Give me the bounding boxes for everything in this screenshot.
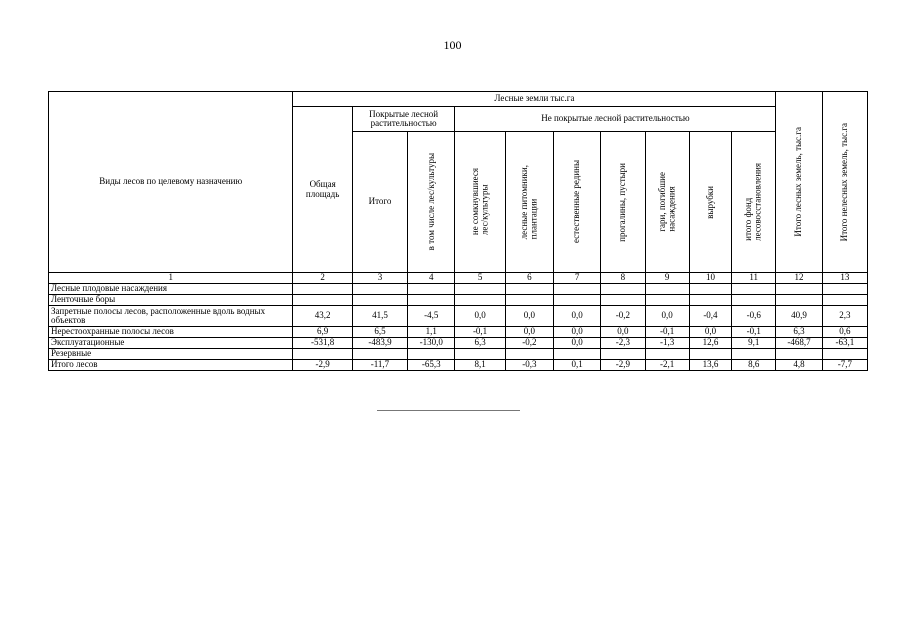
header-non-closed: не сомкнувшиеся лес/культуры: [455, 132, 505, 273]
table-cell: [689, 349, 731, 360]
row-label: Итого лесов: [49, 360, 293, 371]
table-cell: 0,1: [554, 360, 601, 371]
table-row: [49, 360, 868, 371]
table-cell: -0,1: [732, 327, 776, 338]
table-cell: [352, 284, 407, 295]
table-cell: 0,0: [554, 338, 601, 349]
column-number: 3: [352, 273, 407, 284]
table-cell: 1,1: [408, 327, 455, 338]
forest-lands-table: [48, 91, 868, 371]
table-cell: [776, 284, 822, 295]
table-cell: 13,6: [689, 360, 731, 371]
row-label: Эксплуатационные: [49, 338, 293, 349]
table-cell: [554, 349, 601, 360]
table-cell: 4,8: [776, 360, 822, 371]
table-cell: [776, 295, 822, 306]
table-cell: 12,6: [689, 338, 731, 349]
table-cell: -65,3: [408, 360, 455, 371]
table-cell: 6,3: [776, 327, 822, 338]
table-cell: -11,7: [352, 360, 407, 371]
header-clearings: вырубки: [689, 132, 731, 273]
table-cell: [776, 349, 822, 360]
column-number: 4: [408, 273, 455, 284]
table-cell: 6,5: [352, 327, 407, 338]
table-cell: [455, 284, 505, 295]
table-cell: 6,9: [293, 327, 352, 338]
table-cell: [554, 295, 601, 306]
header-not-covered: Не покрытые лесной растительностью: [455, 107, 776, 132]
table-cell: -0,4: [689, 306, 731, 327]
table-row: [49, 349, 868, 360]
table-cell: 6,3: [455, 338, 505, 349]
header-nurseries: лесные питомники, плантации: [505, 132, 553, 273]
table-cell: [732, 349, 776, 360]
table-cell: 0,0: [455, 306, 505, 327]
table-cell: [408, 295, 455, 306]
row-label: Резервные: [49, 349, 293, 360]
header-total-forest-lands: Итого лесных земель, тыс.га: [776, 92, 822, 273]
table-cell: [455, 295, 505, 306]
column-number: 1: [49, 273, 293, 284]
header-burnt: гари, погибшие насаждения: [645, 132, 689, 273]
column-number: 11: [732, 273, 776, 284]
header-glades: прогалины, пустыри: [601, 132, 645, 273]
table-cell: 0,0: [601, 327, 645, 338]
column-number: 13: [822, 273, 867, 284]
table-cell: [822, 349, 867, 360]
table-cell: -2,3: [601, 338, 645, 349]
table-cell: -0,2: [601, 306, 645, 327]
table-cell: 0,0: [645, 306, 689, 327]
table-cell: [822, 284, 867, 295]
header-forest-lands: Лесные земли тыс.га: [293, 92, 776, 107]
table-cell: -2,9: [293, 360, 352, 371]
table-cell: [645, 349, 689, 360]
table-cell: [645, 295, 689, 306]
table-cell: -531,8: [293, 338, 352, 349]
table-cell: [505, 349, 553, 360]
table-cell: -0,1: [455, 327, 505, 338]
table-cell: [689, 295, 731, 306]
table-cell: 0,0: [689, 327, 731, 338]
table-cell: [601, 295, 645, 306]
column-number: 5: [455, 273, 505, 284]
table-cell: [293, 349, 352, 360]
table-cell: -7,7: [822, 360, 867, 371]
table-cell: 43,2: [293, 306, 352, 327]
table-cell: [732, 284, 776, 295]
table-cell: [293, 295, 352, 306]
header-incl-cultures: в том числе лес/культуры: [408, 132, 455, 273]
table-row: [49, 338, 868, 349]
header-total: Итого: [352, 132, 407, 273]
table-cell: -63,1: [822, 338, 867, 349]
row-label: Лесные плодовые насаждения: [49, 284, 293, 295]
header-forest-type: Виды лесов по целевому назначению: [49, 92, 293, 273]
table-cell: -1,3: [645, 338, 689, 349]
table-body: [49, 284, 868, 371]
table-cell: 0,0: [505, 327, 553, 338]
table-row: [49, 327, 868, 338]
row-label: Запретные полосы лесов, расположенные вдоль водных объектов: [49, 306, 293, 327]
table-cell: [732, 295, 776, 306]
table-row: [49, 306, 868, 327]
row-label: Ленточные боры: [49, 295, 293, 306]
table-cell: [455, 349, 505, 360]
table-cell: [293, 284, 352, 295]
table-cell: 40,9: [776, 306, 822, 327]
table-cell: 41,5: [352, 306, 407, 327]
table-row: [49, 284, 868, 295]
table-cell: [689, 284, 731, 295]
table-cell: [601, 349, 645, 360]
column-number: 6: [505, 273, 553, 284]
footer-divider: [377, 410, 520, 411]
table-cell: 0,0: [554, 327, 601, 338]
header-sparse: естественные редины: [554, 132, 601, 273]
table-row: [49, 295, 868, 306]
header-covered: Покрытые лесной растительностью: [352, 107, 455, 132]
column-number: 8: [601, 273, 645, 284]
column-number: 9: [645, 273, 689, 284]
column-number: 12: [776, 273, 822, 284]
table-cell: -0,3: [505, 360, 553, 371]
table-cell: -130,0: [408, 338, 455, 349]
table-cell: [408, 349, 455, 360]
table-cell: 8,6: [732, 360, 776, 371]
column-number: 7: [554, 273, 601, 284]
header-reforestation-fund: итого фонд лесовосстановления: [732, 132, 776, 273]
table-cell: [505, 295, 553, 306]
table-cell: [352, 349, 407, 360]
table-cell: [352, 295, 407, 306]
table-cell: [645, 284, 689, 295]
table-cell: -4,5: [408, 306, 455, 327]
table-cell: [554, 284, 601, 295]
table-cell: [822, 295, 867, 306]
table-cell: -0,1: [645, 327, 689, 338]
table-cell: [601, 284, 645, 295]
header-total-area: Общая площадь: [293, 107, 352, 273]
table-cell: 0,0: [505, 306, 553, 327]
page-number: 100: [443, 38, 462, 52]
table-cell: -0,2: [505, 338, 553, 349]
column-number: 2: [293, 273, 352, 284]
table-cell: 9,1: [732, 338, 776, 349]
table-cell: [505, 284, 553, 295]
table-cell: 2,3: [822, 306, 867, 327]
table-cell: -2,1: [645, 360, 689, 371]
table-cell: 8,1: [455, 360, 505, 371]
table-cell: -468,7: [776, 338, 822, 349]
header-total-nonforest-lands: Итого нелесных земель, тыс.га: [822, 92, 867, 273]
table-cell: 0,6: [822, 327, 867, 338]
row-label: Нерестоохранные полосы лесов: [49, 327, 293, 338]
table-cell: -0,6: [732, 306, 776, 327]
table-cell: -483,9: [352, 338, 407, 349]
table-cell: [408, 284, 455, 295]
table-cell: -2,9: [601, 360, 645, 371]
table-cell: 0,0: [554, 306, 601, 327]
column-number-row: [49, 273, 868, 284]
column-number: 10: [689, 273, 731, 284]
header-row-1: [49, 92, 868, 107]
